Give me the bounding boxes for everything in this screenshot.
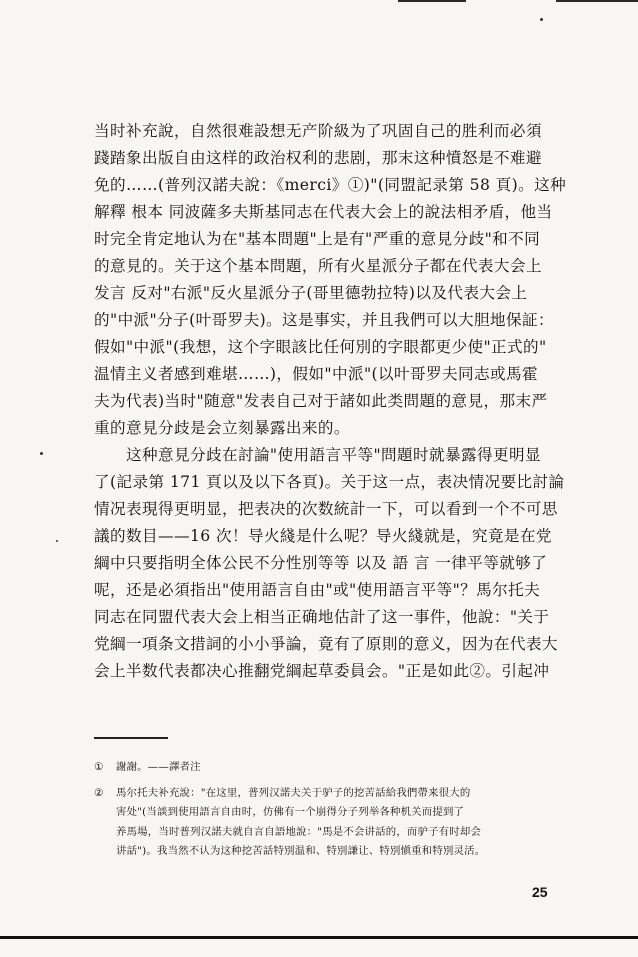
body-line: 夫为代表)当时"随意"发表自己对于諸如此类問題的意見，那末严	[94, 392, 548, 410]
footnote-mark: ①	[94, 761, 104, 773]
footnote-text: 馬尔托夫补充說："在这里，普列汉諾夫关于驴子的挖苦話給我們帶来很大的	[116, 786, 471, 799]
body-line: 踐踏象出版自由这样的政治权利的悲剧，那末这种憤怒是不难避	[94, 149, 542, 167]
footnote-line	[94, 842, 576, 862]
body-line: 重的意見分歧是会立刻暴露出来的。	[94, 419, 350, 437]
footnote-line	[94, 823, 576, 843]
footnotes	[94, 758, 576, 862]
footnote-text: 害处"(当談到使用語言自由时，仿佛有一个崩得分子列举各种机关而提到了	[116, 806, 465, 818]
body-line: 党綱一項条文措詞的小小爭論，竟有了原則的意义，因为在代表大	[94, 635, 558, 653]
footnote-mark: ②	[94, 786, 104, 799]
body-line: 的"中派"分子(叶哥罗夫)。这是事实，并且我們可以大胆地保証：	[94, 311, 554, 329]
footnote-divider	[94, 737, 168, 739]
body-line: 当时补充說，自然很难設想无产阶級为了巩固自己的胜利而必須	[94, 122, 542, 140]
body-line: 情况表現得更明显，把表决的次数統計一下，可以看到一个不可思	[94, 500, 558, 518]
page-speck	[40, 452, 43, 455]
body-line: 这种意見分歧在討論"使用語言平等"問題时就暴露得更明显	[94, 446, 541, 464]
body-line: 会上半数代表都决心推翻党綱起草委員会。"正是如此②。引起冲	[94, 662, 550, 680]
body-line: 同志在同盟代表大会上相当正确地估計了这一事件，他說："关于	[94, 608, 550, 626]
body-line: 发言 反对"右派"反火星派分子(哥里德勃拉特)以及代表大会上	[94, 284, 528, 302]
body-line: 了(記录第 171 頁以及以下各頁)。关于这一点，表决情况要比討論	[94, 473, 565, 491]
footnote-text: 养馬場，当时普列汉諾夫就自言自語地說："馬是不会讲話的，而驴子有时却会	[116, 825, 482, 838]
body-line: 温情主义者感到难堪……)，假如"中派"(以叶哥罗夫同志或馬霍	[94, 365, 538, 383]
body-line: 假如"中派"(我想，这个字眼該比任何別的字眼都更少使"正式的"	[94, 338, 547, 356]
page-number: 25	[532, 884, 548, 900]
top-rule-right	[556, 0, 638, 2]
body-line: 解釋 根本 同波薩多夫斯基同志在代表大会上的說法相矛盾，他当	[94, 203, 553, 221]
footnote-line	[94, 803, 576, 823]
footnote-line	[94, 758, 576, 778]
body-text	[94, 118, 576, 685]
top-rule-left	[398, 0, 466, 2]
body-line: 綱中只要指明全体公民不分性別等等 以及 語 言 一律平等就够了	[94, 554, 548, 572]
footnote-text: 讲話")。我当然不认为这种挖苦話特別温和、特別謙让、特別愼重和特別灵活。	[116, 845, 486, 857]
body-line: 的意見的。关于这个基本問題，所有火星派分子都在代表大会上	[94, 257, 542, 275]
body-line: 呢，还是必須指出"使用語言自由"或"使用語言平等"？馬尔托夫	[94, 581, 541, 599]
body-line: 議的数目——16 次！导火綫是什么呢？导火綫就是，究竟是在党	[94, 527, 552, 545]
bottom-rule	[0, 936, 638, 939]
page-speck	[56, 540, 58, 542]
body-line: 时完全肯定地认为在"基本問題"上是有"严重的意見分歧"和不同	[94, 230, 541, 248]
page-speck	[540, 18, 543, 21]
body-line: 免的……(普列汉諾夫說：《merci》①)"(同盟記录第 58 頁)。这种	[94, 176, 567, 194]
footnote-line	[94, 784, 576, 804]
footnote-text: 謝謝。——譯者注	[116, 761, 201, 773]
